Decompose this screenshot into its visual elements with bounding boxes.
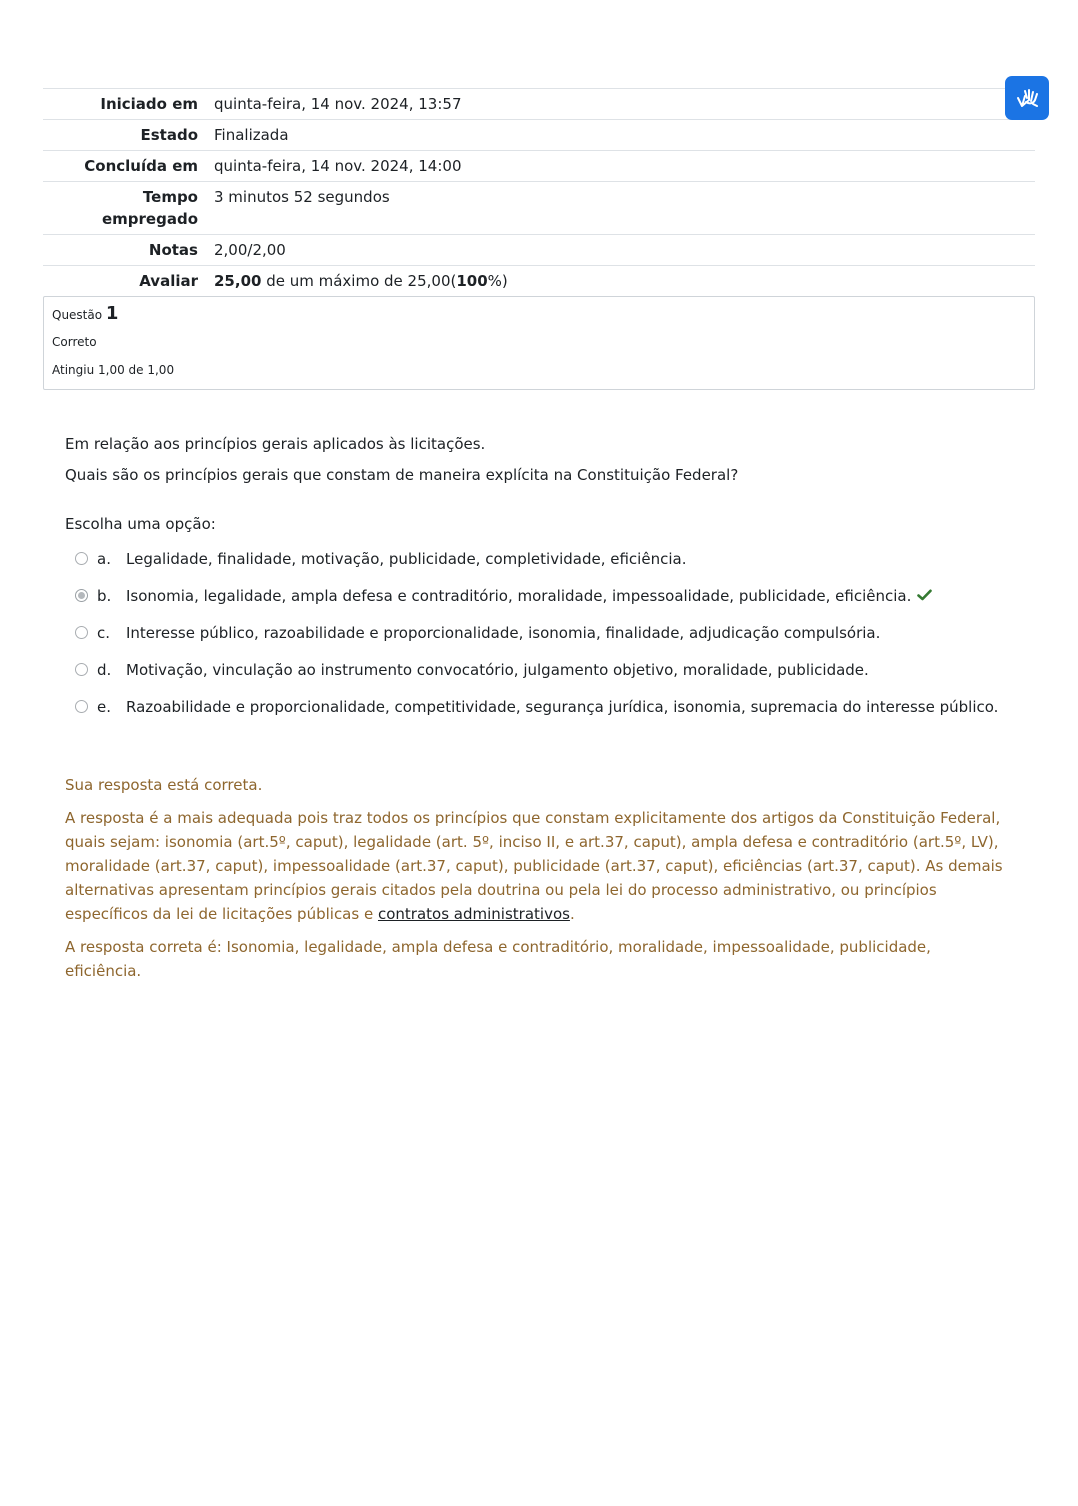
option-text: Motivação, vinculação ao instrumento convocatório, julgamento objetivo, moralidade, publicidade. (126, 660, 869, 679)
summary-row-completed (43, 151, 1035, 182)
option-b[interactable] (73, 577, 998, 614)
summary-row-grade (43, 266, 1035, 297)
summary-row-state (43, 120, 1035, 151)
summary-value: Finalizada (214, 120, 1035, 151)
correct-answer: A resposta correta é: Isonomia, legalidade, ampla defesa e contraditório, moralidade, impessoalidade, publicidade, eficiência. (65, 938, 931, 980)
question-number: Questão 1 (52, 303, 119, 324)
quiz-summary-table (43, 88, 1035, 296)
summary-row-started (43, 89, 1035, 120)
question-text-line-2: Quais são os princípios gerais que constam de maneira explícita na Constituição Federal? (65, 466, 739, 484)
question-info-box (43, 296, 1035, 390)
option-e[interactable] (73, 688, 998, 725)
option-letter: d. (97, 660, 112, 679)
question-state: Correto (52, 335, 97, 349)
summary-value: 2,00/2,00 (214, 235, 1035, 266)
option-d[interactable] (73, 651, 998, 688)
summary-label: Iniciado em (43, 89, 214, 120)
summary-label: Avaliar (43, 266, 214, 297)
summary-label: Estado (43, 120, 214, 151)
option-a[interactable] (73, 540, 998, 577)
choose-option-prompt: Escolha uma opção: (65, 515, 216, 533)
sign-language-icon (1013, 84, 1041, 112)
summary-value: 25,00 de um máximo de 25,00(100%) (214, 266, 1035, 297)
feedback-status: Sua resposta está correta. (65, 776, 263, 794)
option-letter: c. (97, 623, 111, 642)
radio-d[interactable] (75, 663, 88, 676)
summary-value: quinta-feira, 14 nov. 2024, 14:00 (214, 151, 1035, 182)
radio-a[interactable] (75, 552, 88, 565)
summary-label: Tempo empregado (43, 182, 214, 235)
option-c[interactable] (73, 614, 998, 651)
question-grade: Atingiu 1,00 de 1,00 (52, 363, 175, 377)
option-text: Razoabilidade e proporcionalidade, competitividade, segurança jurídica, isonomia, supremacia do interesse público. (126, 697, 999, 716)
summary-value: 3 minutos 52 segundos (214, 182, 1035, 235)
feedback-link[interactable]: contratos administrativos (377, 905, 570, 923)
accessibility-button[interactable] (1005, 76, 1049, 120)
summary-label: Notas (43, 235, 214, 266)
radio-b[interactable] (75, 589, 88, 602)
option-letter: b. (97, 586, 112, 605)
option-text: Interesse público, razoabilidade e proporcionalidade, isonomia, finalidade, adjudicação compulsória. (126, 623, 881, 642)
option-text: Isonomia, legalidade, ampla defesa e contraditório, moralidade, impessoalidade, publicidade, eficiência. (126, 586, 912, 605)
summary-row-time (43, 182, 1035, 235)
summary-row-marks (43, 235, 1035, 266)
question-text-line-1: Em relação aos princípios gerais aplicados às licitações. (65, 435, 486, 453)
correct-check-icon (917, 587, 932, 605)
summary-value: quinta-feira, 14 nov. 2024, 13:57 (214, 89, 1035, 120)
radio-c[interactable] (75, 626, 88, 639)
feedback-explanation: A resposta é a mais adequada pois traz todos os princípios que constam explicitamente dos artigos da Constituição Federal, quais sejam: isonomia (art.5º, caput), legalidade (art. 5º, inciso II, e art.37, caput), ampla defesa e contraditório (art.5º, LV), moralidade (art.37, caput), impessoalidade (art.37, caput), publicidade (art.37, caput), eficiências (art.37, caput). As demais alternativas apresentam princípios gerais citados pela doutrina ou pela lei do processo administrativo, ou princípios específicos da lei de licitações públicas e contratos administrativos. (65, 809, 1003, 923)
answer-options (73, 540, 998, 725)
summary-label: Concluída em (43, 151, 214, 182)
option-letter: a. (97, 549, 111, 568)
radio-e[interactable] (75, 700, 88, 713)
option-text: Legalidade, finalidade, motivação, publicidade, completividade, eficiência. (126, 549, 687, 568)
option-letter: e. (97, 697, 111, 716)
